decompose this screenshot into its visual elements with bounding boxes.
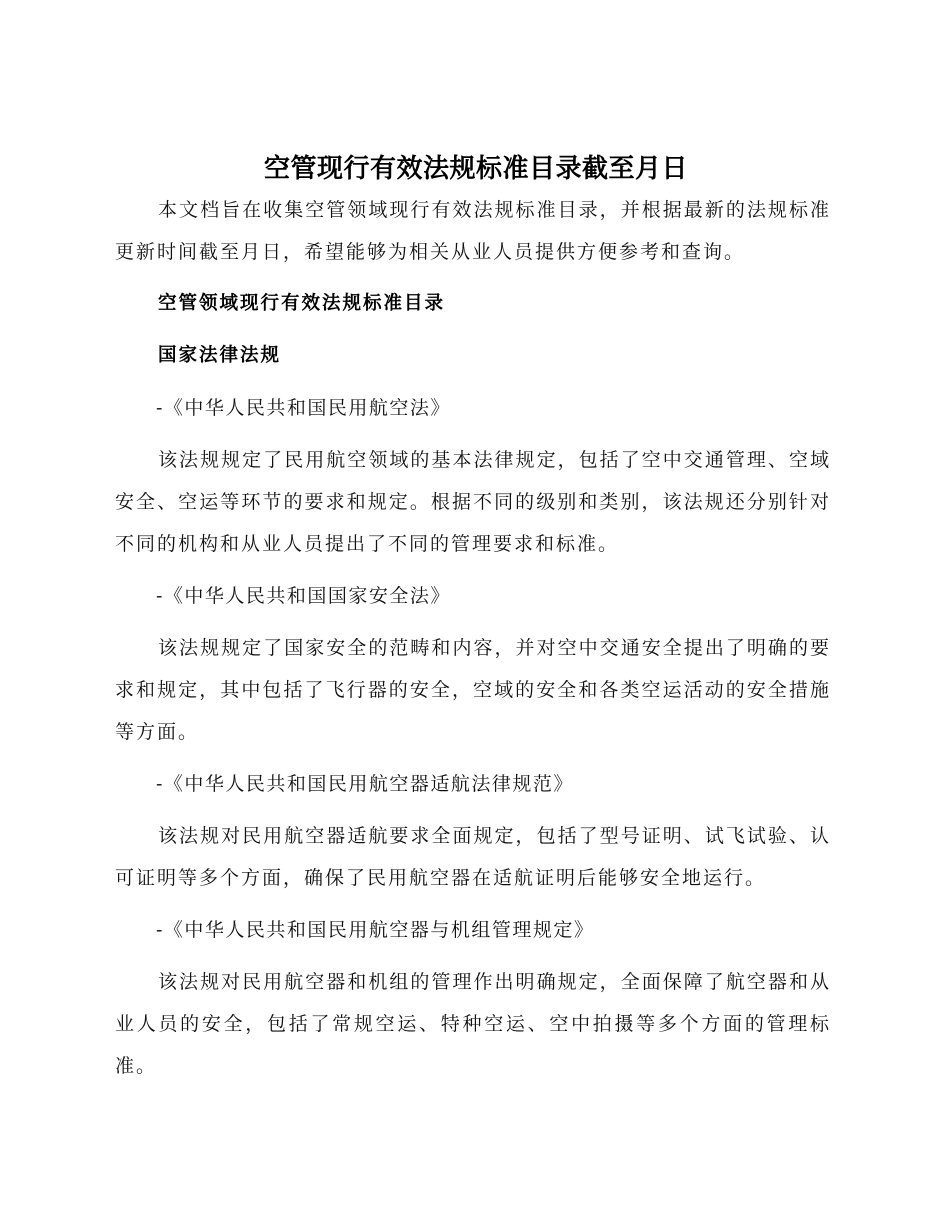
law-title: -《中华人民共和国民用航空器与机组管理规定》 xyxy=(156,919,595,941)
law-title: -《中华人民共和国民用航空法》 xyxy=(156,397,451,419)
law-description: 该法规对民用航空器适航要求全面规定，包括了型号证明、试飞试验、认可证明等多个方面，确保了民用航空器在适航证明后能够安全地运行。 xyxy=(115,825,831,889)
law-description: 该法规对民用航空器和机组的管理作出明确规定，全面保障了航空器和从业人员的安全，包括了常规空运、特种空运、空中拍摄等多个方面的管理标准。 xyxy=(115,971,831,1077)
intro-paragraph: 本文档旨在收集空管领域现行有效法规标准目录，并根据最新的法规标准更新时间截至月日，希望能够为相关从业人员提供方便参考和查询。 xyxy=(115,199,831,263)
law-title: -《中华人民共和国民用航空器适航法律规范》 xyxy=(156,773,574,795)
law-description: 该法规规定了国家安全的范畴和内容，并对空中交通安全提出了明确的要求和规定，其中包括了飞行器的安全，空域的安全和各类空运活动的安全措施等方面。 xyxy=(115,637,831,743)
document-title: 空管现行有效法规标准目录截至月日 xyxy=(263,154,688,184)
section-heading: 空管领域现行有效法规标准目录 xyxy=(158,293,446,314)
law-title: -《中华人民共和国国家安全法》 xyxy=(156,585,451,607)
law-description: 该法规规定了民用航空领域的基本法律规定，包括了空中交通管理、空域安全、空运等环节的要求和规定。根据不同的级别和类别，该法规还分别针对不同的机构和从业人员提出了不同的管理要求和标准。 xyxy=(115,449,831,555)
subsection-heading: 国家法律法规 xyxy=(158,345,282,366)
document-page xyxy=(115,150,831,1087)
